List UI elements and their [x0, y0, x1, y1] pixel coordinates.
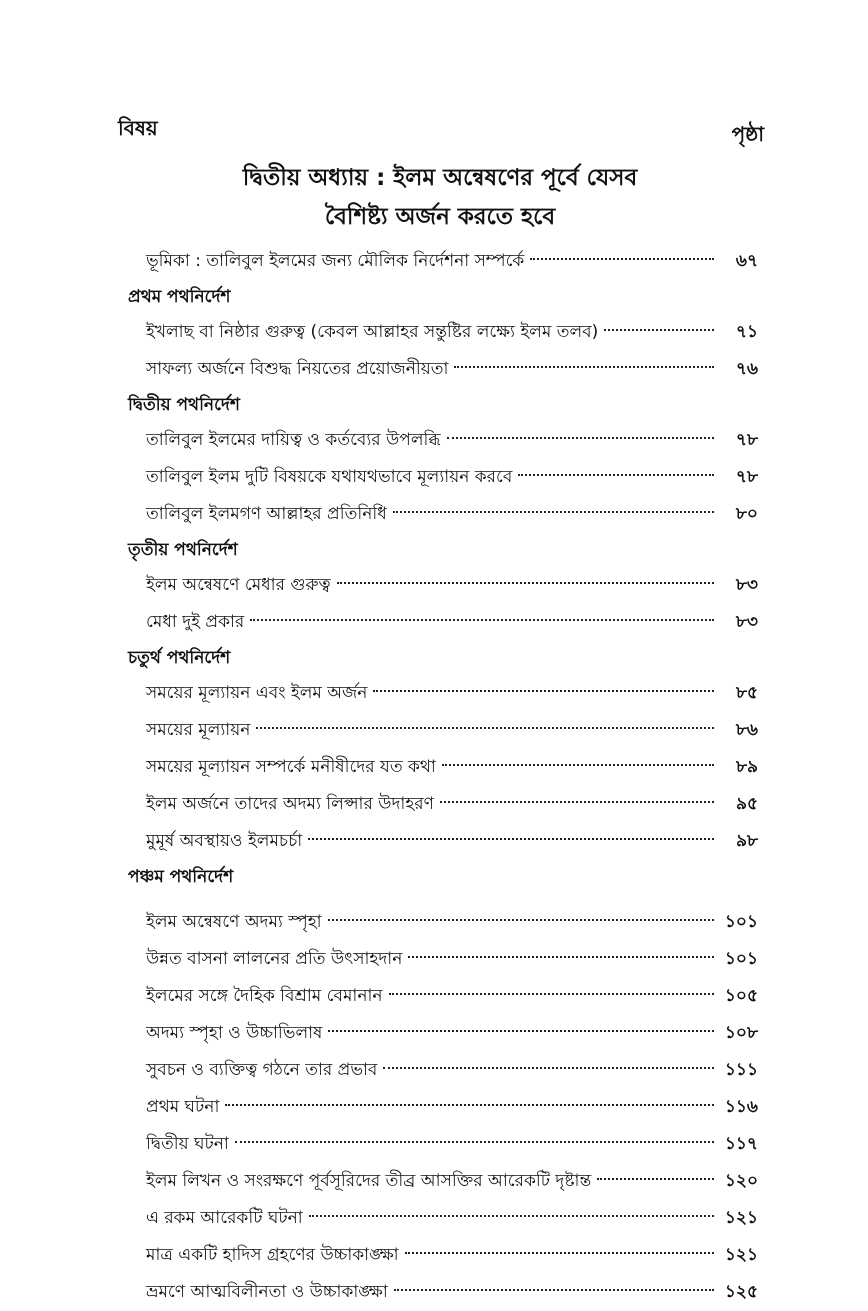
- leader-dots: [408, 956, 714, 958]
- toc-entry-title: সময়ের মূল্যায়ন এবং ইলম অর্জন: [146, 683, 368, 703]
- leader-dots: [393, 511, 714, 513]
- leader-dots: [328, 1030, 714, 1032]
- toc-entry: [128, 1015, 758, 1052]
- toc-entry-title: তালিবুল ইলমের দায়িত্ব ও কর্তব্যের উপলব্ধি: [146, 430, 441, 450]
- toc-entry-title: ইলমের সঙ্গে দৈহিক বিশ্রাম বেমানান: [146, 986, 383, 1006]
- toc-entry-title: ইখলাছ বা নিষ্ঠার গুরুত্ব (কেবল আল্লাহর সন্তুষ্টির লক্ষ্যে ইলম তলব): [146, 322, 599, 342]
- toc-entry-page: ৮০: [735, 504, 758, 524]
- toc-entry-title: মুমূর্ষ অবস্থায়ও ইলমচর্চা: [146, 831, 303, 851]
- section-heading: পঞ্চম পথনির্দেশ: [128, 867, 234, 887]
- toc-entry-page: ১১১: [724, 1060, 758, 1080]
- toc-entry: [128, 749, 758, 786]
- leader-dots: [309, 1215, 714, 1217]
- leader-dots: [447, 437, 714, 439]
- leader-dots: [394, 1289, 714, 1291]
- toc-entry: [128, 786, 758, 823]
- toc-entry-page: ১১৬: [724, 1097, 758, 1117]
- toc-entry: [128, 459, 758, 496]
- toc-entry-title: মাত্র একটি হাদিস গ্রহণের উচ্চাকাঙ্ক্ষা: [146, 1245, 399, 1265]
- toc-entry-page: ১২৫: [724, 1282, 758, 1302]
- section-heading: প্রথম পথনির্দেশ: [128, 287, 231, 307]
- toc-entry-page: ১০৮: [724, 1023, 758, 1043]
- toc-entry: [128, 604, 758, 641]
- toc-entry-page: ৮৩: [735, 575, 758, 595]
- leader-dots: [530, 258, 714, 260]
- toc-entry-title: সাফল্য অর্জনে বিশুদ্ধ নিয়তের প্রয়োজনীয়তা: [146, 359, 449, 379]
- toc-entry-title: উন্নত বাসনা লালনের প্রতি উৎসাহদান: [146, 949, 403, 969]
- toc-entry-title: সময়ের মূল্যায়ন: [146, 720, 251, 740]
- toc-entry-page: ৭১: [735, 322, 758, 342]
- leader-dots: [337, 582, 714, 584]
- toc-entry-page: ১০৫: [724, 986, 758, 1006]
- toc-entry-page: ১২০: [724, 1171, 758, 1191]
- toc-entry: [128, 314, 758, 351]
- toc-entry: [128, 351, 758, 388]
- section-heading: তৃতীয় পথনির্দেশ: [128, 540, 238, 560]
- leader-dots: [235, 1141, 714, 1143]
- chapter-title-line-2: বৈশিষ্ট্য অর্জন করতে হবে: [324, 204, 556, 230]
- toc-entry-page: ৭৬: [735, 359, 758, 379]
- leader-dots: [440, 801, 714, 803]
- section-heading: দ্বিতীয় পথনির্দেশ: [128, 395, 240, 415]
- toc-entry-page: ৮৫: [735, 683, 758, 703]
- toc-entry-page: ১০১: [724, 949, 758, 969]
- toc-entry-title: দ্বিতীয় ঘটনা: [146, 1134, 229, 1154]
- toc-entry-page: ৮৬: [735, 720, 758, 740]
- toc-entry-title: তালিবুল ইলম দুটি বিষয়কে যথাযথভাবে মূল্যায়ন করবে: [146, 467, 513, 487]
- leader-dots: [373, 690, 714, 692]
- toc-entry-title: ইলম অন্বেষণে মেধার গুরুত্ব: [146, 575, 331, 595]
- toc-entry: [128, 1200, 758, 1237]
- toc-entry: [128, 1237, 758, 1274]
- toc-entry-title: ভূমিকা : তালিবুল ইলমের জন্য মৌলিক নির্দেশনা সম্পর্কে: [146, 251, 525, 271]
- table-of-contents: [128, 243, 758, 1311]
- leader-dots: [389, 993, 714, 995]
- page-column-header: পৃষ্ঠা: [731, 122, 764, 146]
- toc-entry: [128, 712, 758, 749]
- subject-column-header: বিষয়: [118, 116, 158, 140]
- leader-dots: [225, 1104, 714, 1106]
- toc-entry-page: ৯৫: [735, 794, 758, 814]
- toc-entry: [128, 1052, 758, 1089]
- toc-entry-page: ১২১: [724, 1208, 758, 1228]
- toc-entry-title: ইলম অর্জনে তাদের অদম্য লিপ্সার উদাহরণ: [146, 794, 434, 814]
- toc-entry: [128, 496, 758, 533]
- leader-dots: [328, 919, 714, 921]
- toc-entry-page: ১১৭: [724, 1134, 758, 1154]
- leader-dots: [454, 366, 714, 368]
- toc-entry: [128, 1274, 758, 1311]
- toc-entry: [128, 904, 758, 941]
- toc-entry: [128, 1163, 758, 1200]
- toc-entry-title: তালিবুল ইলমগণ আল্লাহর প্রতিনিধি: [146, 504, 387, 524]
- toc-entry: [128, 978, 758, 1015]
- toc-entry-page: ৭৮: [735, 430, 758, 450]
- toc-entry-title: মেধা দুই প্রকার: [146, 612, 245, 632]
- toc-entry-page: ৯৮: [735, 831, 758, 851]
- toc-entry: [128, 1089, 758, 1126]
- toc-entry-page: ৮৯: [735, 757, 758, 777]
- toc-entry-title: প্রথম ঘটনা: [146, 1097, 220, 1117]
- leader-dots: [604, 329, 714, 331]
- toc-entry-title: ইলম অন্বেষণে অদম্য স্পৃহা: [146, 912, 322, 932]
- leader-dots: [308, 838, 714, 840]
- leader-dots: [597, 1178, 714, 1180]
- leader-dots: [383, 1067, 714, 1069]
- toc-entry: [128, 1126, 758, 1163]
- section-heading: চতুর্থ পথনির্দেশ: [128, 648, 231, 668]
- toc-entry-title: সময়ের মূল্যায়ন সম্পর্কে মনীষীদের যত কথা: [146, 757, 436, 777]
- toc-entry-page: ১২১: [724, 1245, 758, 1265]
- toc-entry-page: ৮৩: [735, 612, 758, 632]
- toc-entry-title: ইলম লিখন ও সংরক্ষণে পূর্বসূরিদের তীব্র আসক্তির আরেকটি দৃষ্টান্ত: [146, 1171, 592, 1191]
- toc-entry: [128, 567, 758, 604]
- toc-entry: [128, 823, 758, 860]
- toc-entry-intro: [128, 243, 758, 280]
- toc-entry: [128, 422, 758, 459]
- toc-entry-title: অদম্য স্পৃহা ও উচ্চাভিলাষ: [146, 1023, 323, 1043]
- leader-dots: [518, 474, 714, 476]
- leader-dots: [256, 727, 714, 729]
- toc-entry-page: ১০১: [724, 912, 758, 932]
- leader-dots: [442, 764, 714, 766]
- toc-entry-page: ৬৭: [735, 251, 758, 271]
- leader-dots: [250, 619, 714, 621]
- toc-entry-title: সুবচন ও ব্যক্তিত্ব গঠনে তার প্রভাব: [146, 1060, 378, 1080]
- toc-entry-page: ৭৮: [735, 467, 758, 487]
- leader-dots: [405, 1252, 714, 1254]
- chapter-title-line-1: দ্বিতীয় অধ্যায় : ইলম অন্বেষণের পূর্বে যেসব: [242, 165, 638, 191]
- toc-entry: [128, 941, 758, 978]
- toc-entry: [128, 675, 758, 712]
- toc-entry-title: ভ্রমণে আত্মবিলীনতা ও উচ্চাকাঙ্ক্ষা: [146, 1282, 388, 1302]
- toc-entry-title: এ রকম আরেকটি ঘটনা: [146, 1208, 303, 1228]
